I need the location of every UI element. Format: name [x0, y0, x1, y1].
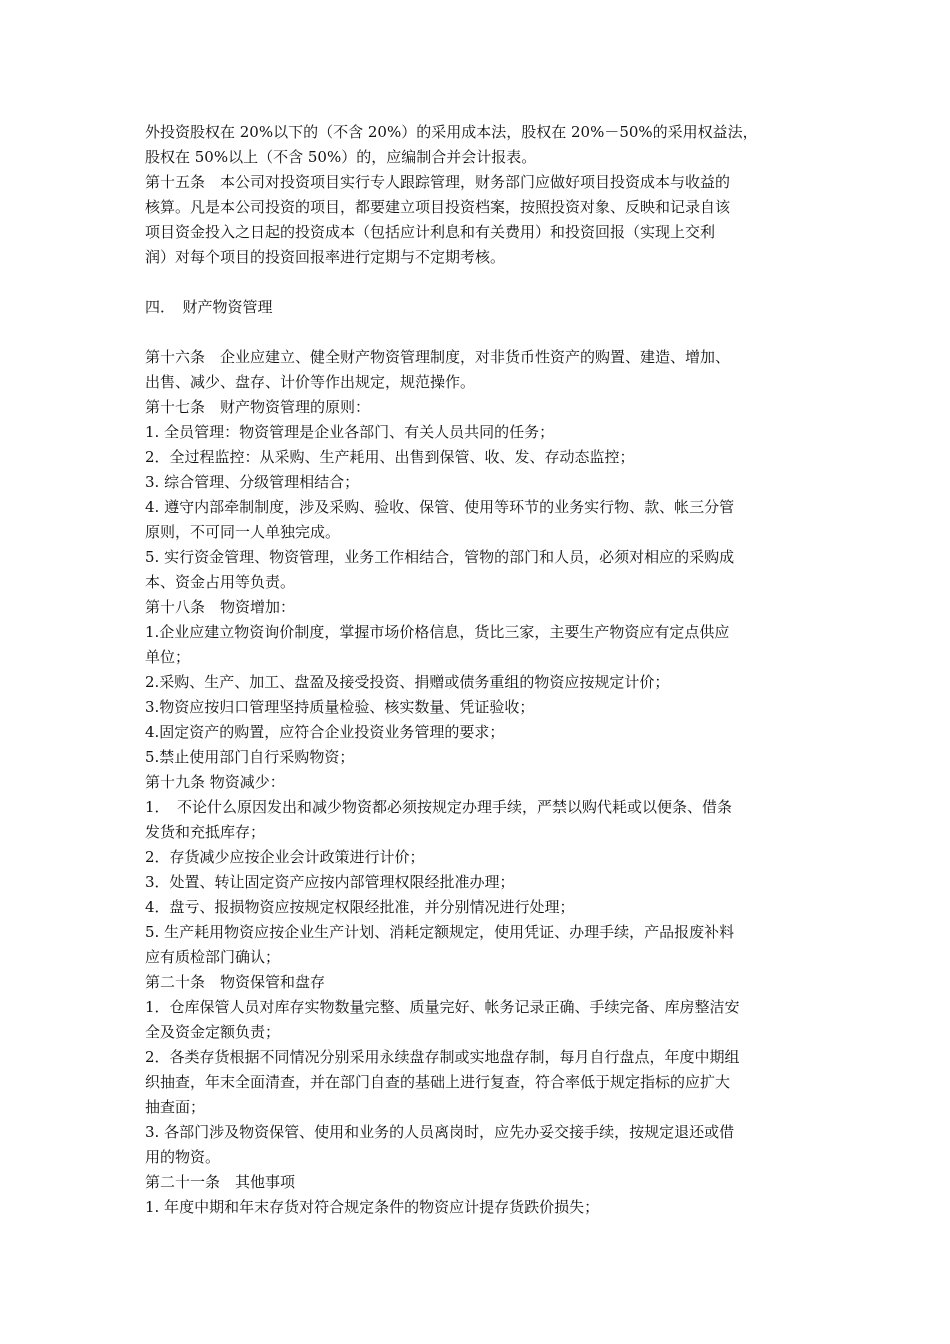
text-line: 第二十一条 其他事项	[145, 1173, 296, 1191]
text-line: 3．处置、转让固定资产应按内部管理权限经批准办理；	[145, 873, 515, 891]
text-line: 出售、减少、盘存、计价等作出规定，规范操作。	[145, 373, 476, 391]
text-line: 2．全过程监控：从采购、生产耗用、出售到保管、收、发、存动态监控；	[145, 448, 635, 466]
text-line: 项目资金投入之日起的投资成本（包括应计利息和有关费用）和投资回报（实现上交利	[145, 223, 716, 241]
text-line: 核算。凡是本公司投资的项目，都要建立项目投资档案，按照投资对象、反映和记录自该	[145, 198, 731, 216]
blank-line	[145, 320, 820, 345]
text-line: 股权在 50%以上（不含 50%）的，应编制合并会计报表。	[145, 148, 537, 166]
text-line: 全及资金定额负责；	[145, 1023, 281, 1041]
text-line: 4．盘亏、报损物资应按规定权限经批准，并分别情况进行处理；	[145, 898, 575, 916]
text-line: 1. 年度中期和年末存货对符合规定条件的物资应计提存货跌价损失；	[145, 1198, 600, 1216]
text-line: 原则，不可同一人单独完成。	[145, 523, 341, 541]
text-line: 2．各类存货根据不同情况分别采用永续盘存制或实地盘存制，每月自行盘点，年度中期组	[145, 1048, 740, 1066]
text-line: 第十八条 物资增加：	[145, 598, 296, 616]
text-line: 1．仓库保管人员对库存实物数量完整、质量完好、帐务记录正确、手续完备、库房整洁安	[145, 998, 740, 1016]
text-line: 本、资金占用等负责。	[145, 573, 296, 591]
text-line: 抽查面；	[145, 1098, 206, 1116]
text-line: 外投资股权在 20%以下的（不含 20%）的采用成本法，股权在 20%－50%的采用权益法，	[145, 123, 758, 141]
document-body	[145, 120, 820, 1220]
text-line: 5.禁止使用部门自行采购物资；	[145, 748, 355, 766]
text-line: 四． 财产物资管理	[145, 298, 273, 316]
text-line: 5. 实行资金管理、物资管理，业务工作相结合，管物的部门和人员，必须对相应的采购成	[145, 548, 735, 566]
text-line: 3.物资应按归口管理坚持质量检验、核实数量、凭证验收；	[145, 698, 535, 716]
text-line: 第十六条 企业应建立、健全财产物资管理制度，对非货币性资产的购置、建造、增加、	[145, 348, 731, 366]
text-line: 发货和充抵库存；	[145, 823, 266, 841]
text-line: 2.采购、生产、加工、盘盈及接受投资、捐赠或债务重组的物资应按规定计价；	[145, 673, 670, 691]
text-line: 1． 不论什么原因发出和减少物资都必须按规定办理手续，严禁以购代耗或以便条、借条	[145, 798, 733, 816]
text-line: 单位；	[145, 648, 191, 666]
text-line: 织抽查，年末全面清查，并在部门自查的基础上进行复查，符合率低于规定指标的应扩大	[145, 1073, 731, 1091]
blank-line	[145, 270, 820, 295]
text-line: 3. 综合管理、分级管理相结合；	[145, 473, 360, 491]
text-line: 第十七条 财产物资管理的原则：	[145, 398, 371, 416]
text-line: 2．存货减少应按企业会计政策进行计价；	[145, 848, 425, 866]
text-line: 应有质检部门确认；	[145, 948, 281, 966]
text-line: 润）对每个项目的投资回报率进行定期与不定期考核。	[145, 248, 506, 266]
text-line: 3. 各部门涉及物资保管、使用和业务的人员离岗时，应先办妥交接手续，按规定退还或借	[145, 1123, 735, 1141]
text-line: 5. 生产耗用物资应按企业生产计划、消耗定额规定，使用凭证、办理手续，产品报废补料	[145, 923, 735, 941]
text-line: 4. 遵守内部牵制制度，涉及采购、验收、保管、使用等环节的业务实行物、款、帐三分管	[145, 498, 735, 516]
text-line: 第二十条 物资保管和盘存	[145, 973, 326, 991]
text-line: 4.固定资产的购置，应符合企业投资业务管理的要求；	[145, 723, 505, 741]
text-line: 1. 全员管理：物资管理是企业各部门、有关人员共同的任务；	[145, 423, 555, 441]
text-line: 第十九条 物资减少：	[145, 773, 285, 791]
text-line: 第十五条 本公司对投资项目实行专人跟踪管理，财务部门应做好项目投资成本与收益的	[145, 173, 731, 191]
text-line: 用的物资。	[145, 1148, 221, 1166]
text-line: 1.企业应建立物资询价制度，掌握市场价格信息，货比三家，主要生产物资应有定点供应	[145, 623, 730, 641]
